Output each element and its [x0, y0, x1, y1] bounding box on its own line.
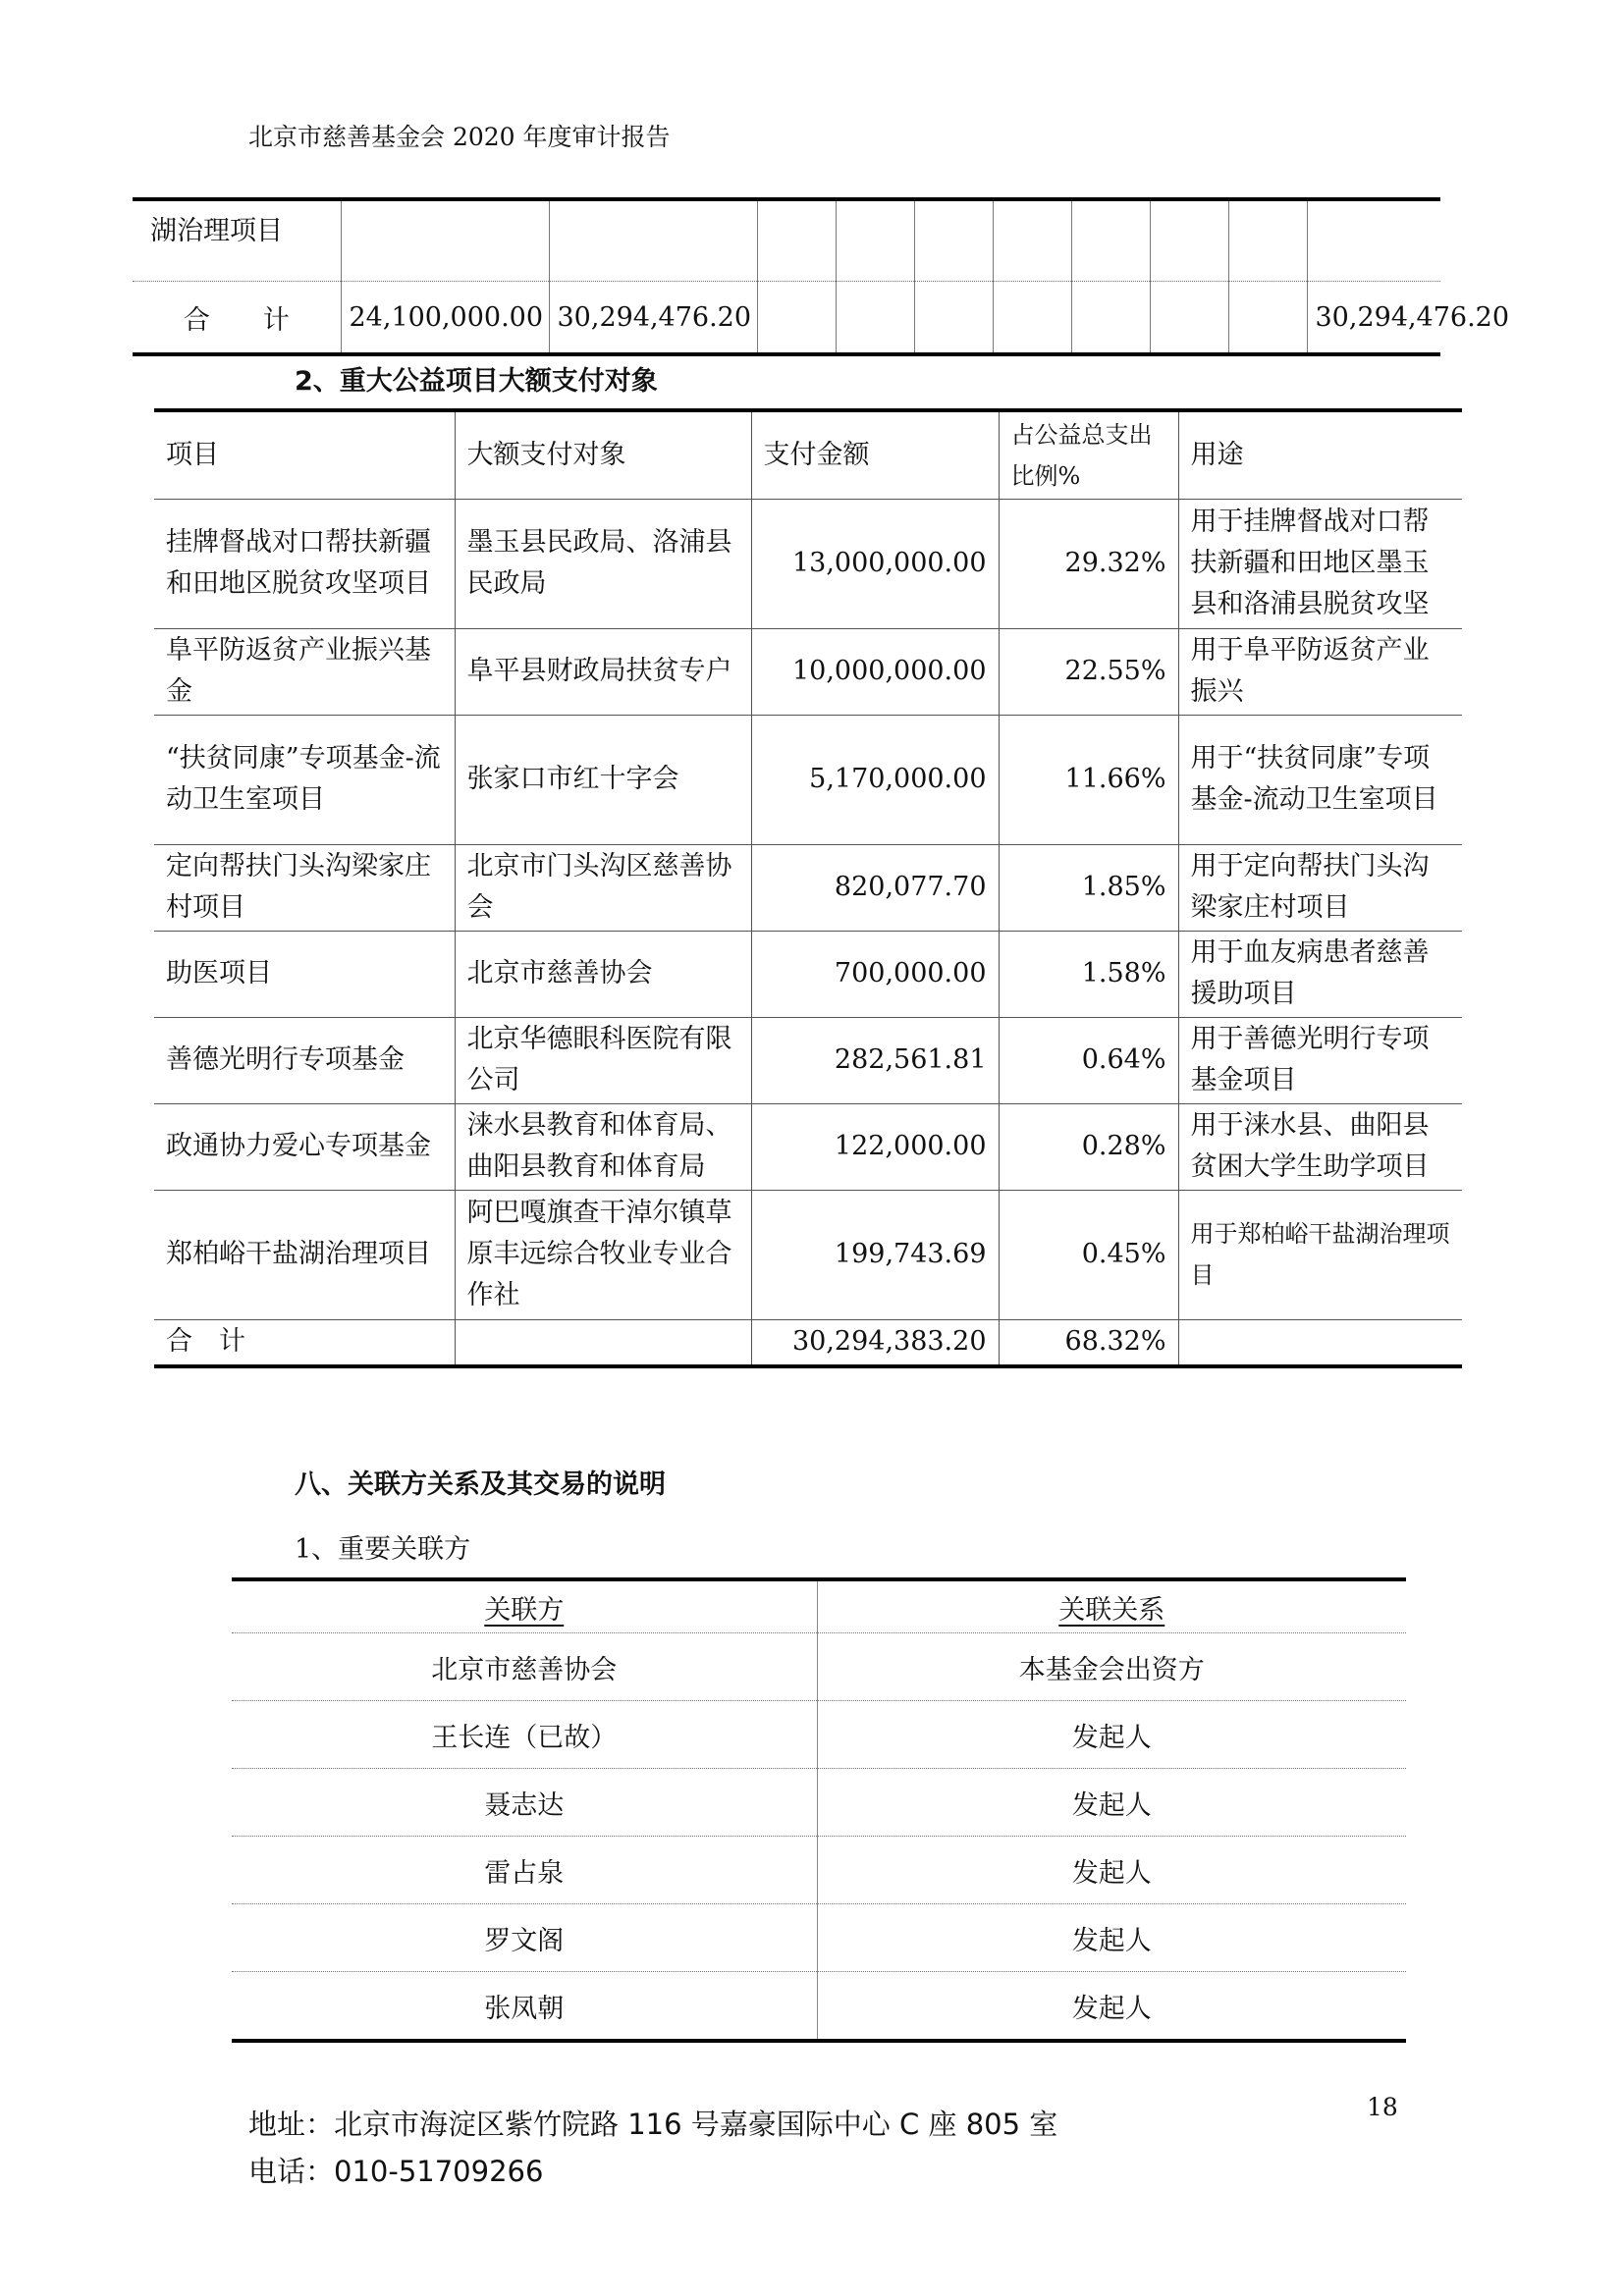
total-target — [455, 1319, 751, 1366]
relation-cell: 发起人 — [817, 1837, 1406, 1904]
target-cell: 张家口市红十字会 — [455, 715, 751, 844]
total-row — [133, 282, 1440, 355]
amount-cell: 700,000.00 — [751, 931, 999, 1017]
cell — [757, 199, 836, 282]
ratio-cell: 0.45% — [999, 1190, 1178, 1319]
total-actual: 30,294,476.20 — [549, 282, 757, 355]
header-amount: 支付金额 — [751, 410, 999, 499]
relation-cell: 本基金会出资方 — [817, 1633, 1406, 1701]
target-cell: 阜平县财政局扶贫专户 — [455, 628, 751, 715]
table-row — [232, 1837, 1406, 1904]
use-cell: 用于善德光明行专项基金项目 — [1178, 1017, 1462, 1103]
amount-cell: 10,000,000.00 — [751, 628, 999, 715]
target-cell: 北京市慈善协会 — [455, 931, 751, 1017]
table-header-row — [232, 1579, 1406, 1633]
table-row — [232, 1769, 1406, 1837]
party-cell: 张凤朝 — [232, 1972, 817, 2042]
ratio-cell: 1.58% — [999, 931, 1178, 1017]
use-cell: 用于郑柏峪干盐湖治理项目 — [1178, 1190, 1462, 1319]
cell — [914, 199, 993, 282]
table-row — [232, 1972, 1406, 2042]
cell — [1307, 199, 1440, 282]
project-cell: 善德光明行专项基金 — [154, 1017, 455, 1103]
project-cell: 政通协力爱心专项基金 — [154, 1103, 455, 1190]
table-row — [154, 1017, 1462, 1103]
section-2-title: 2、重大公益项目大额支付对象 — [295, 366, 658, 397]
footer-phone: 电话：010-51709266 — [248, 2155, 544, 2188]
total-label: 合 计 — [183, 304, 290, 336]
party-cell: 王长连（已故） — [232, 1701, 817, 1769]
table-row — [154, 715, 1462, 844]
header-relation: 关联关系 — [817, 1579, 1406, 1633]
footer-address: 地址：北京市海淀区紫竹院路 116 号嘉豪国际中心 C 座 805 室 — [248, 2108, 1058, 2141]
use-cell: 用于定向帮扶门头沟梁家庄村项目 — [1178, 844, 1462, 931]
cell — [341, 199, 549, 282]
total-ratio: 68.32% — [999, 1319, 1178, 1366]
ratio-cell: 0.64% — [999, 1017, 1178, 1103]
total-label: 合 计 — [154, 1319, 455, 1366]
project-name-cell: 湖治理项目 — [133, 199, 341, 282]
related-party-table — [232, 1577, 1406, 2043]
cell — [1150, 199, 1228, 282]
use-cell: 用于挂牌督战对口帮扶新疆和田地区墨玉县和洛浦县脱贫攻坚 — [1178, 499, 1462, 628]
cell — [1071, 199, 1150, 282]
header-target: 大额支付对象 — [455, 410, 751, 499]
project-cell: 挂牌督战对口帮扶新疆和田地区脱贫攻坚项目 — [154, 499, 455, 628]
target-cell: 阿巴嘎旗查干淖尔镇草原丰远综合牧业专业合作社 — [455, 1190, 751, 1319]
ratio-cell: 29.32% — [999, 499, 1178, 628]
table-row — [154, 499, 1462, 628]
target-cell: 北京市门头沟区慈善协会 — [455, 844, 751, 931]
party-cell: 罗文阁 — [232, 1904, 817, 1972]
header-ratio: 占公益总支出比例% — [999, 410, 1178, 499]
table-row — [133, 199, 1440, 282]
total-row — [154, 1319, 1462, 1366]
project-cell: 郑柏峪干盐湖治理项目 — [154, 1190, 455, 1319]
header-project: 项目 — [154, 410, 455, 499]
target-cell: 北京华德眼科医院有限公司 — [455, 1017, 751, 1103]
table-row — [154, 1103, 1462, 1190]
payment-table — [154, 408, 1462, 1368]
relation-cell: 发起人 — [1071, 1993, 1152, 2024]
use-cell: 用于“扶贫同康”专项基金-流动卫生室项目 — [1178, 715, 1462, 844]
cell — [549, 199, 757, 282]
cell — [836, 199, 914, 282]
project-cell: 定向帮扶门头沟梁家庄村项目 — [154, 844, 455, 931]
ratio-cell: 11.66% — [999, 715, 1178, 844]
ratio-cell: 22.55% — [999, 628, 1178, 715]
header-use: 用途 — [1178, 410, 1462, 499]
amount-cell: 122,000.00 — [751, 1103, 999, 1190]
party-cell: 雷占泉 — [232, 1837, 817, 1904]
header-party: 关联方 — [232, 1579, 817, 1633]
total-budget: 24,100,000.00 — [341, 282, 549, 355]
continuation-table — [133, 197, 1510, 356]
section-8-title: 八、关联方关系及其交易的说明 — [295, 1469, 666, 1500]
total-last: 30,294,476.20 — [1307, 282, 1440, 355]
amount-cell: 13,000,000.00 — [751, 499, 999, 628]
table-row — [232, 1701, 1406, 1769]
total-amount: 30,294,383.20 — [751, 1319, 999, 1366]
use-cell: 用于阜平防返贫产业振兴 — [1178, 628, 1462, 715]
page-number: 18 — [1367, 2093, 1398, 2121]
amount-cell: 5,170,000.00 — [751, 715, 999, 844]
table-row — [154, 844, 1462, 931]
relation-cell: 发起人 — [817, 1904, 1406, 1972]
amount-cell: 820,077.70 — [751, 844, 999, 931]
section-8-subtitle: 1、重要关联方 — [295, 1534, 471, 1565]
cell — [993, 199, 1071, 282]
table-row — [154, 1190, 1462, 1319]
report-header: 北京市慈善基金会 2020 年度审计报告 — [248, 123, 671, 151]
relation-cell: 发起人 — [817, 1701, 1406, 1769]
table-header-row — [154, 410, 1462, 499]
party-cell: 聂志达 — [232, 1769, 817, 1837]
amount-cell: 282,561.81 — [751, 1017, 999, 1103]
use-cell: 用于涞水县、曲阳县贫困大学生助学项目 — [1178, 1103, 1462, 1190]
use-cell: 用于血友病患者慈善援助项目 — [1178, 931, 1462, 1017]
table-row — [232, 1633, 1406, 1701]
ratio-cell: 0.28% — [999, 1103, 1178, 1190]
table-row — [154, 931, 1462, 1017]
relation-cell: 发起人 — [817, 1769, 1406, 1837]
table-row — [232, 1904, 1406, 1972]
ratio-cell: 1.85% — [999, 844, 1178, 931]
table-row — [154, 628, 1462, 715]
target-cell: 墨玉县民政局、洛浦县民政局 — [455, 499, 751, 628]
party-cell: 北京市慈善协会 — [232, 1633, 817, 1701]
total-use — [1178, 1319, 1462, 1366]
cell — [1228, 199, 1307, 282]
project-cell: 阜平防返贫产业振兴基金 — [154, 628, 455, 715]
project-cell: “扶贫同康”专项基金-流动卫生室项目 — [154, 715, 455, 844]
amount-cell: 199,743.69 — [751, 1190, 999, 1319]
target-cell: 涞水县教育和体育局、曲阳县教育和体育局 — [455, 1103, 751, 1190]
project-cell: 助医项目 — [154, 931, 455, 1017]
